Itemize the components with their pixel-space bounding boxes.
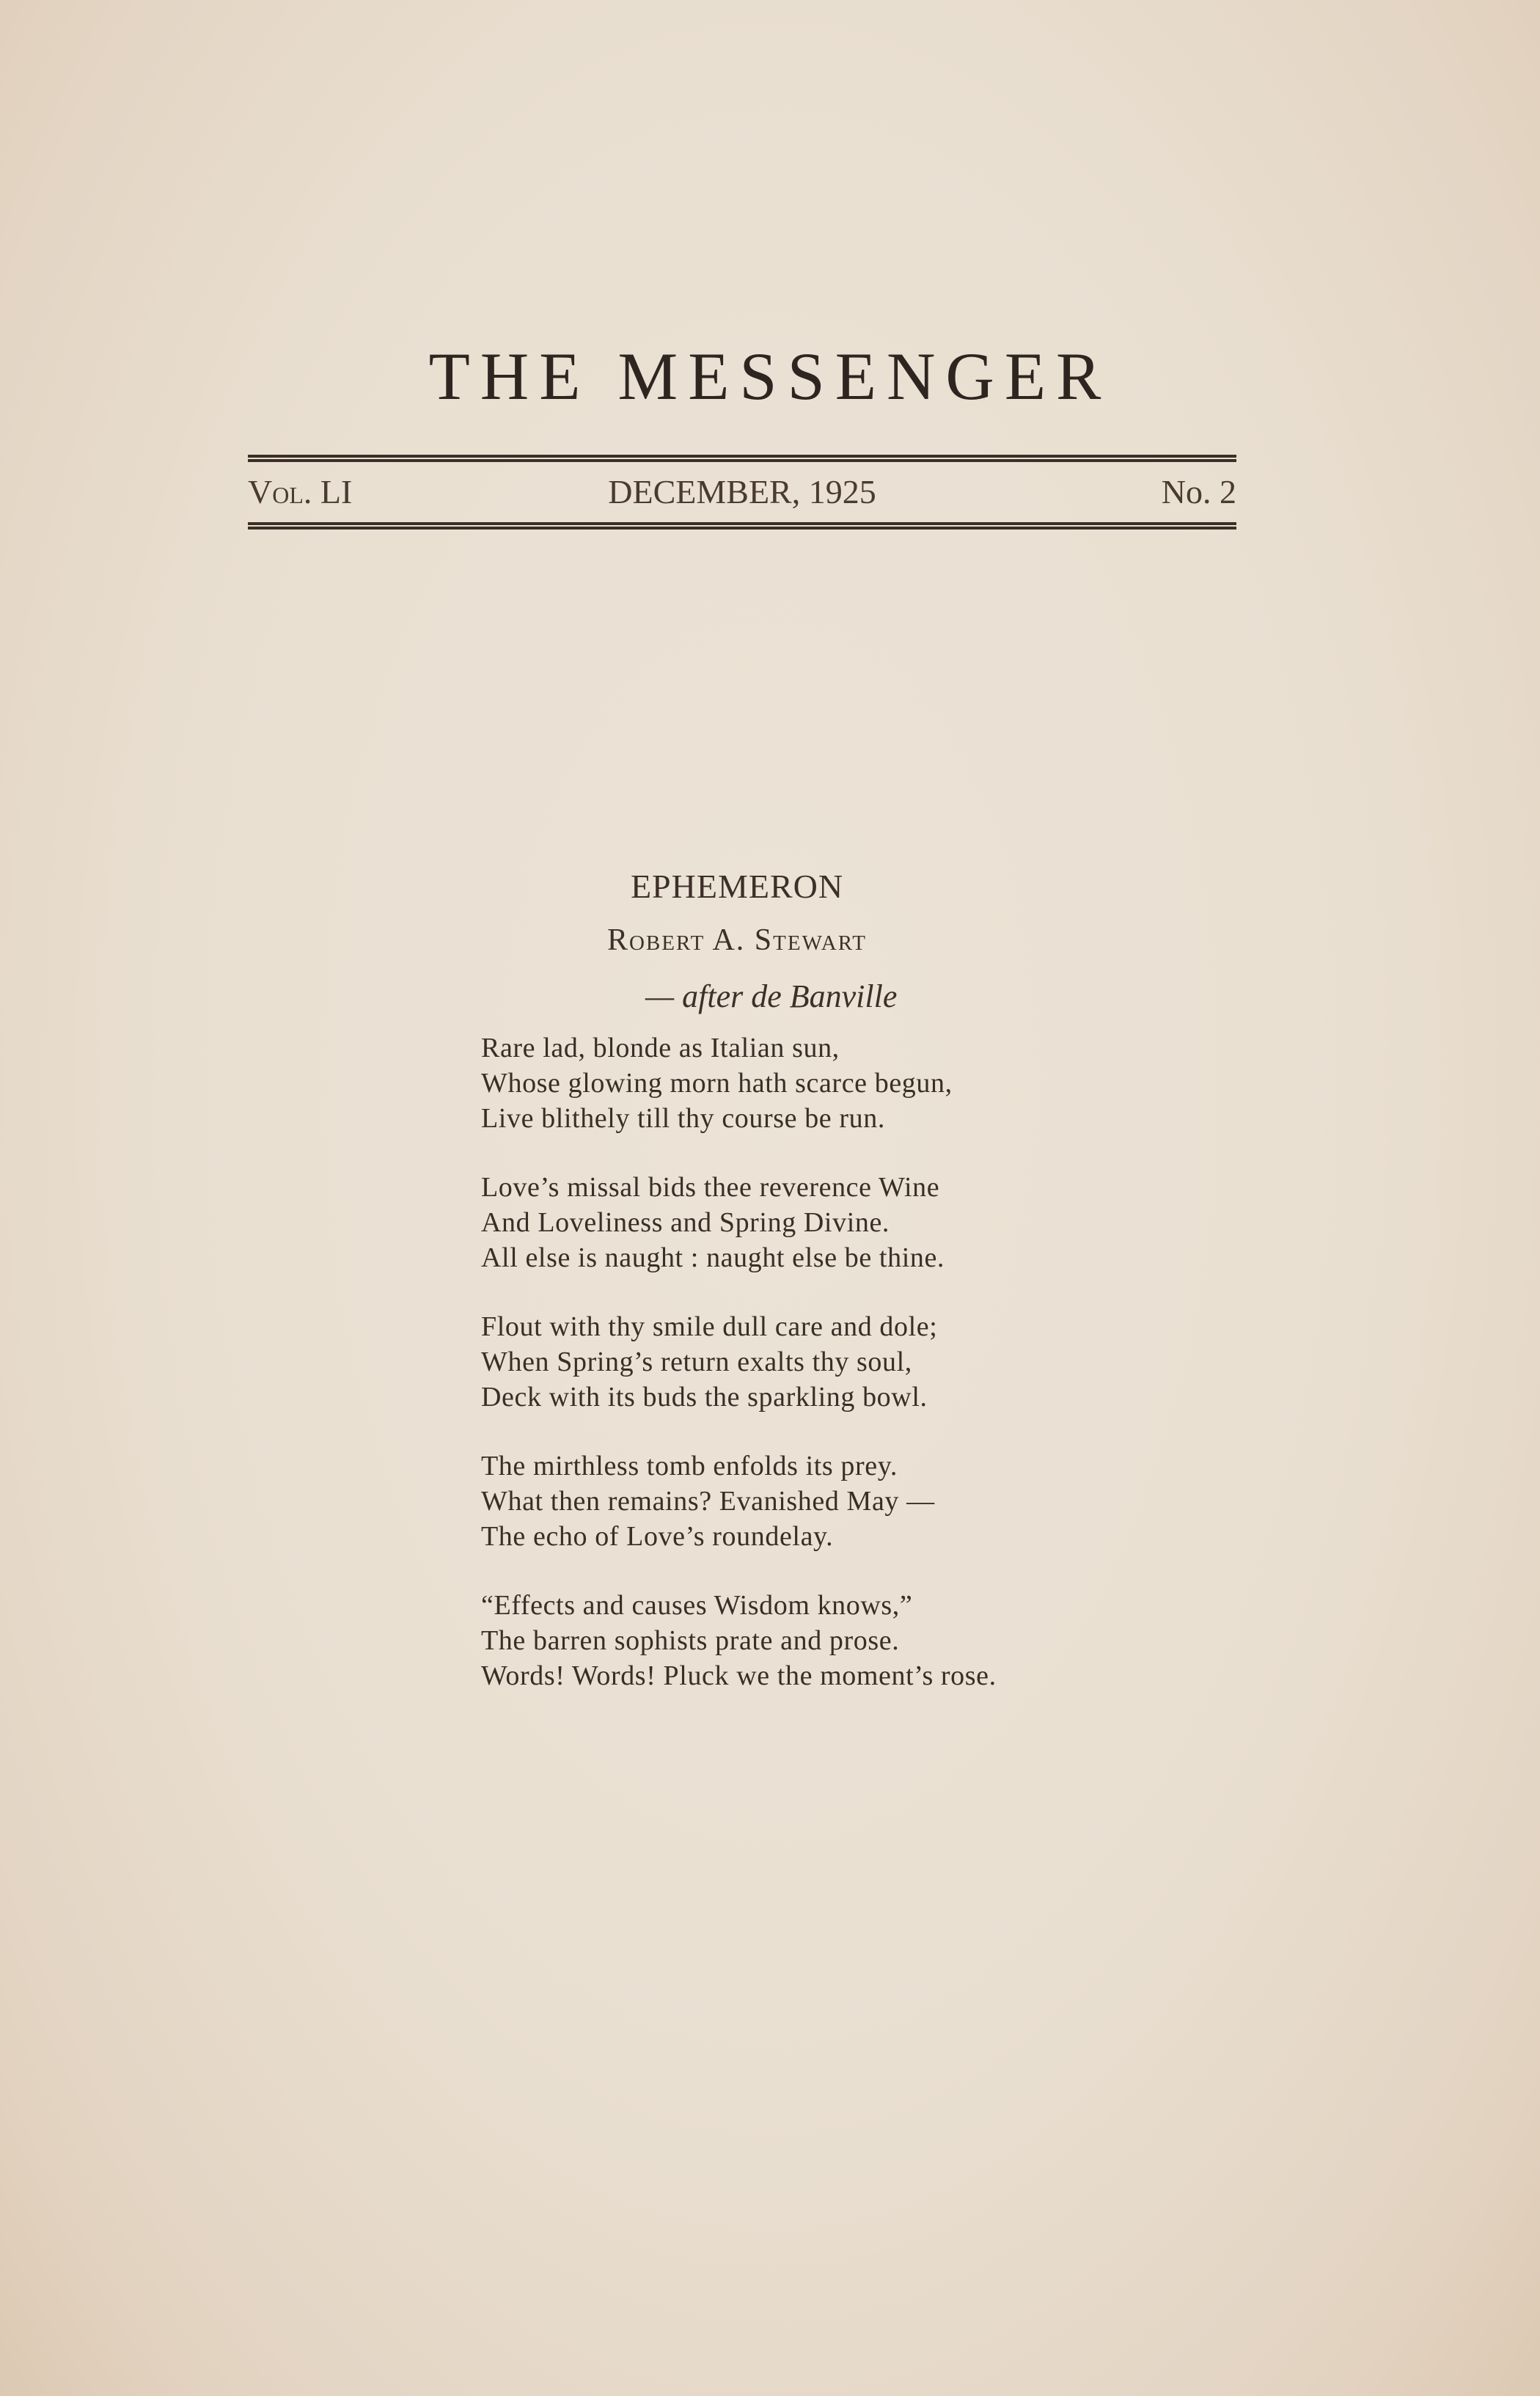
poem-line: The mirthless tomb enfolds its prey. <box>481 1451 898 1481</box>
issue-number: No. 2 <box>1161 473 1236 510</box>
poem-author: Robert A. Stewart <box>606 923 868 957</box>
poem-line: Whose glowing morn hath scarce begun, <box>481 1068 953 1099</box>
stanza <box>481 1170 1214 1275</box>
poem-attribution: — after de Banville <box>645 978 898 1014</box>
poem-line: The barren sophists prate and prose. <box>481 1625 900 1656</box>
masthead-rule-top <box>248 455 1236 462</box>
poem-line: Words! Words! Pluck we the moment’s rose. <box>481 1660 997 1691</box>
poem-line: The echo of Love’s roundelay. <box>481 1521 834 1552</box>
volume-label: Vol. LI <box>248 473 353 510</box>
poem-body <box>481 1030 1214 1727</box>
stanza <box>481 1309 1214 1415</box>
stanza <box>481 1588 1214 1693</box>
poem-line: Love’s missal bids thee reverence Wine <box>481 1172 940 1203</box>
poem-line: Live blithely till thy course be run. <box>481 1103 885 1134</box>
issue-date: DECEMBER, 1925 <box>608 473 876 510</box>
stanza <box>481 1030 1214 1136</box>
masthead-title: THE MESSENGER <box>428 339 1112 414</box>
poem-line: Deck with its buds the sparkling bowl. <box>481 1382 928 1413</box>
poem-line: “Effects and causes Wisdom knows,” <box>481 1590 913 1621</box>
poem-title: EPHEMERON <box>630 868 844 905</box>
poem-line: When Spring’s return exalts thy soul, <box>481 1347 912 1377</box>
issue-info-row <box>248 472 1236 516</box>
masthead-rule-bottom <box>248 522 1236 530</box>
poem-line: All else is naught : naught else be thine. <box>481 1242 945 1273</box>
stanza <box>481 1448 1214 1554</box>
poem-line: And Loveliness and Spring Divine. <box>481 1207 890 1238</box>
poem-line: What then remains? Evanished May — <box>481 1486 935 1517</box>
poem-line: Flout with thy smile dull care and dole; <box>481 1311 938 1342</box>
poem-line: Rare lad, blonde as Italian sun, <box>481 1033 840 1063</box>
